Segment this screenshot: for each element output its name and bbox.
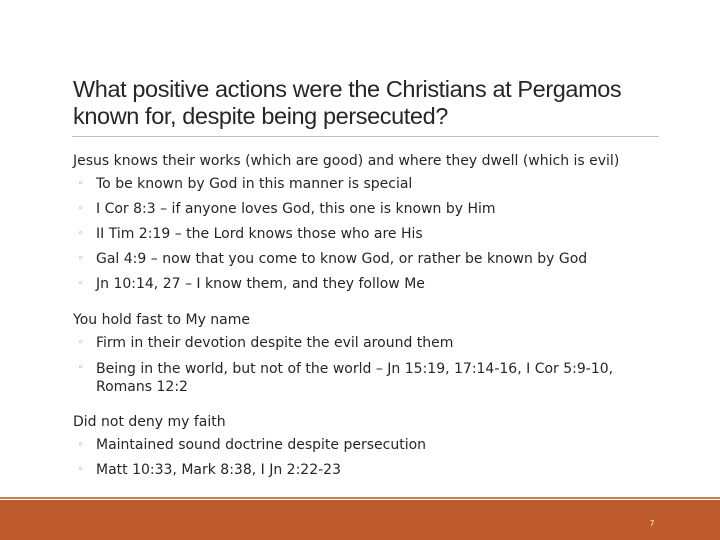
bullet-icon: ◦ bbox=[78, 279, 84, 289]
list-item bbox=[73, 272, 673, 297]
bullet-icon: ◦ bbox=[78, 179, 84, 189]
list-item-text: Firm in their devotion despite the evil around them bbox=[96, 335, 454, 351]
bullet-list bbox=[73, 331, 673, 399]
bullet-icon: ◦ bbox=[78, 254, 84, 264]
section-name bbox=[73, 309, 673, 399]
list-item-text: Jn 10:14, 27 – I know them, and they follow Me bbox=[96, 276, 425, 292]
footer-band bbox=[0, 500, 720, 540]
section-works bbox=[73, 150, 673, 297]
page-number: 7 bbox=[649, 519, 655, 528]
list-item bbox=[73, 222, 673, 247]
list-item-text: Being in the world, but not of the world – Jn 15:19, 17:14-16, I Cor 5:9-10, Romans 12:2 bbox=[96, 361, 614, 395]
bullet-icon: ◦ bbox=[78, 363, 84, 373]
list-item bbox=[73, 331, 673, 356]
list-item bbox=[73, 172, 673, 197]
section-faith bbox=[73, 411, 673, 483]
section-heading: Did not deny my faith bbox=[73, 414, 226, 430]
list-item bbox=[73, 458, 673, 483]
list-item-text: Gal 4:9 – now that you come to know God, or rather be known by God bbox=[96, 251, 588, 267]
list-item-text: Maintained sound doctrine despite persecution bbox=[96, 437, 427, 453]
bullet-list bbox=[73, 172, 673, 297]
bullet-icon: ◦ bbox=[78, 229, 84, 239]
footer-accent-line bbox=[0, 497, 720, 499]
bullet-icon: ◦ bbox=[78, 440, 84, 450]
slide-body bbox=[73, 150, 673, 483]
list-item bbox=[73, 433, 673, 458]
list-item bbox=[73, 197, 673, 222]
list-item bbox=[73, 247, 673, 272]
slide-title: What positive actions were the Christians at Pergamos known for, despite being persecuted? bbox=[73, 76, 622, 129]
list-item-text: To be known by God in this manner is special bbox=[96, 176, 413, 192]
bullet-icon: ◦ bbox=[78, 465, 84, 475]
section-heading: Jesus knows their works (which are good) and where they dwell (which is evil) bbox=[73, 153, 620, 169]
bullet-icon: ◦ bbox=[78, 204, 84, 214]
title-divider bbox=[72, 136, 659, 137]
section-heading: You hold fast to My name bbox=[73, 312, 251, 328]
list-item-text: I Cor 8:3 – if anyone loves God, this one is known by Him bbox=[96, 201, 496, 217]
bullet-list bbox=[73, 433, 673, 483]
list-item-text: II Tim 2:19 – the Lord knows those who are His bbox=[96, 226, 423, 242]
bullet-icon: ◦ bbox=[78, 338, 84, 348]
list-item bbox=[73, 356, 673, 399]
list-item-text: Matt 10:33, Mark 8:38, I Jn 2:22-23 bbox=[96, 462, 341, 478]
